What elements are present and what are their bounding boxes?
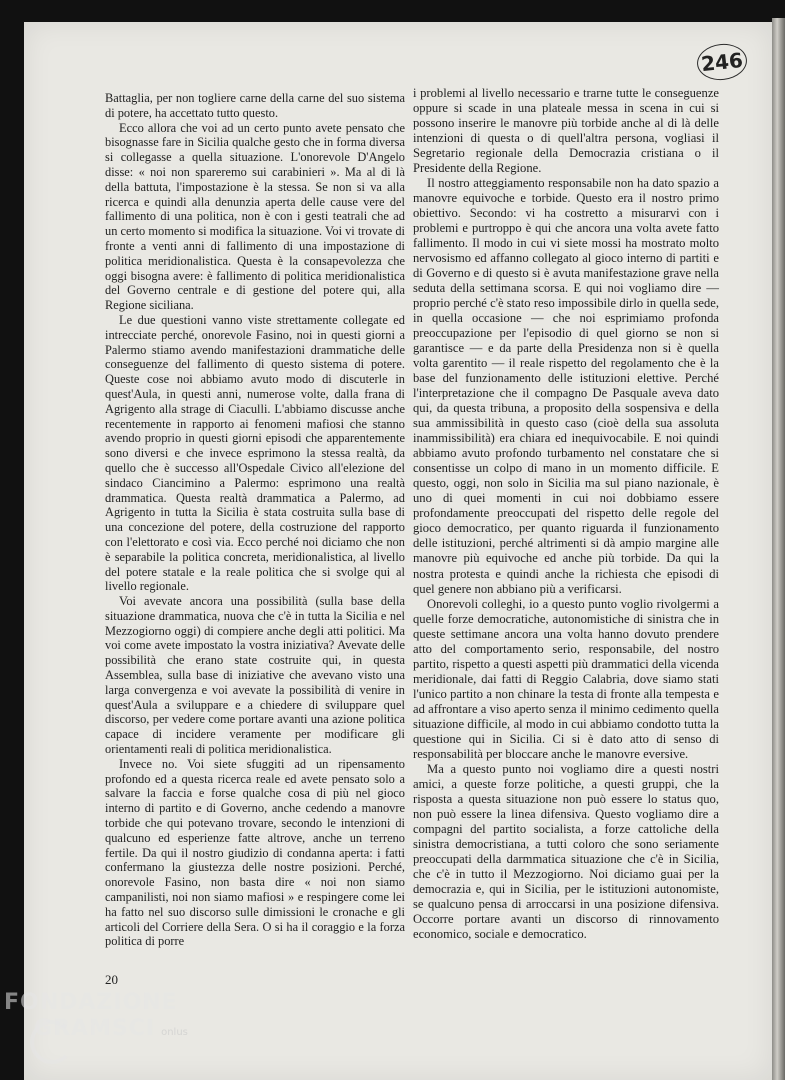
- paragraph: Onorevoli colleghi, io a questo punto voglio rivolgermi a quelle forze democratiche, autonomistiche di sinistra che in queste settimane ancora una volta hanno dovuto prendere atto del comportamento serio, responsabile, del nostro partito, rispetto a questi aspetti più drammatici della vicenda meridionale, dai fatti di Reggio Calabria, dove siamo stati l'unico partito a non chinare la testa di fronte alla tempesta e ad affrontare a viso aperto senza il minimo cedimento quella situazione difficile, al modo in cui abbiamo condotto tutta la questione qui in Sicilia. Ci si è dato atto di senso di responsabilità per bloccare anche le manovre eversive.: [413, 596, 719, 761]
- paragraph: Le due questioni vanno viste strettamente collegate ed intrecciate perché, onorevole Fasino, noi in questi giorni a Palermo stiamo avendo manifestazioni drammatiche delle conseguenze del fallimento di questo sistema di potere. Queste cose noi abbiamo avuto modo di discuterle in quest'Aula, in questi anni, numerose volte, dalla frana di Agrigento alla strage di Ciaculli. L'abbiamo discusse anche recentemente in rapporto ai fenomeni mafiosi che stanno avendo proprio in questi giorni episodi che apparentemente sono diversi e che invece esprimono la stessa realtà, da quello che è successo all'Ospedale Civico all'elezione del sindaco Ciancimino a Palermo: esprimono una realtà drammatica. Questa realtà drammatica a Palermo, ad Agrigento in tutta la Sicilia è stata costruita sulla base di una concezione del potere, della costruzione del rapporto con l'elettorato e così via. Ecco perché noi diciamo che non è separabile la politica concreta, meridionalistica, al livello del potere statale e la reale politica che si svolge qui al livello regionale.: [105, 312, 405, 594]
- paragraph: i problemi al livello necessario e trarne tutte le conseguenze oppure si scade in una plateale messa in scena in cui si possono inserire le manovre più torbide anche al di là delle intenzioni di questa o di quell'altra persona, vogliasi il Segretario regionale della Democrazia cristiana o il Presidente della Regione.: [413, 86, 719, 176]
- left-text-column: [105, 91, 405, 949]
- right-text-column: [413, 86, 719, 942]
- paragraph: Battaglia, per non togliere carne della carne del suo sistema di potere, ha accettato tutto questo.: [105, 91, 405, 120]
- page-number: 20: [105, 972, 118, 987]
- paragraph: Ma a questo punto noi vogliamo dire a questi nostri amici, a queste forze politiche, a questi gruppi, che la risposta a questa situazione non può essere lo status quo, non può essere la linea difensiva. Questo vogliamo dire a compagni del partito socialista, a forze cattoliche della sinistra democristiana, a tutti coloro che sono seriamente preoccupati della darmmatica situazione che c'è in Sicilia, che c'è in tutto il Mezzogiorno. Noi diciamo guai per la democrazia e, qui in Sicilia, per le istituzioni autonomiste, se qualcuno pensa di arroccarsi in una posizione difensiva. Occorre portare avanti un discorso di rinnovamento economico, sociale e democratico.: [413, 761, 719, 941]
- watermark-line2: GRAMSCI: [34, 1016, 156, 1041]
- watermark: [4, 990, 188, 1046]
- watermark-sub: onlus: [161, 1027, 188, 1038]
- paragraph: Invece no. Voi siete sfuggiti ad un ripensamento profondo ed a questa ricerca reale ed avete pensato solo a salvare la faccia e forse qualche cosa di più nel gioco interno di partito e di Governo, anche cedendo a manovre torbide che qui potevano trovare, secondo le intenzioni di qualcuno ed esperienze fatte altrove, anche un terreno fertile. Da qui il nostro giudizio di condanna aperta: i fatti confermano la giustezza delle nostre posizioni. Perché, onorevole Fasino, non basta dire « noi non siamo campanilisti, noi non siamo mafiosi » e respingere come lei ha fatto nel suo discorso sulle dimissioni le cronache e gli articoli del Corriere della Sera. O si ha il coraggio e la forza politica di porre: [105, 756, 405, 949]
- paragraph: Il nostro atteggiamento responsabile non ha dato spazio a manovre equivoche e torbide. Questo era il nostro primo obiettivo. Secondo: vi ha costretto a misurarvi con i problemi e purtroppo è qui che ancora una volta avete fatto fallimento. Il modo in cui vi siete mossi ha mostrato molto nervosismo ed affanno collegato al gioco interno di partiti e di Governo e di questo si è avuta manifestazione grave nella seduta della settimana scorsa. E qui noi vogliamo dire — proprio perché c'è stato reso impossibile dirlo in quella sede, in quella occasione — che noi esprimiamo profonda preoccupazione per l'episodio di quel giorno se non si garantisce — e da parte della Presidenza non si è quella volta garentito — il reale rispetto del regolamento che è la base del funzionamento delle istituzioni elettive. Perché l'interpretazione che il compagno De Pasquale aveva dato qui, da questa tribuna, a proposito della sospensiva e della sua ammissibilità in questo caso (cioè della sua assoluta inammissibilità) era chiara ed inequivocabile. E noi quindi abbiamo avuto profondo turbamento nel constatare che si consentisse un colpo di mano in un momento difficile. E questo, oggi, non solo in Sicilia ma sul piano nazionale, è uno di quei momenti in cui noi dobbiamo essere profondamente preoccupati del rispetto delle regole del gioco democratico, per quanto riguarda il funzionamento delle istituzioni, perché altrimenti si dà ampio margine alle manovre più equivoche ed anche più torbide. Da qui la nostra protesta e quindi anche la richiesta che episodi di quel genere non abbiano più a verificarsi.: [413, 176, 719, 596]
- paragraph: Ecco allora che voi ad un certo punto avete pensato che bisognasse fare in Sicilia qualche gesto che in forma diversa si collegasse a quella situazione. L'onorevole D'Angelo disse: « noi non spareremo sui carabinieri ». Ma al di là della battuta, l'impostazione è la stessa. Se non si va alla ricerca e quindi alla denunzia aperta delle cause vere del fallimento di una politica, non è con i gesti teatrali che ad un certo momento si modifica la situazione. Voi vi trovate di fronte a venti anni di fallimento di una impostazione di politica meridionalistica. Questa è la consapevolezza che oggi bisogna avere: è fallimento di politica meridionalistica del Governo centrale e di gestione del potere qui, alla Regione siciliana.: [105, 120, 405, 313]
- archive-stamp: 246: [695, 41, 748, 82]
- watermark-line1: FONDAZIONE: [4, 990, 178, 1015]
- paragraph: Voi avevate ancora una possibilità (sulla base della situazione drammatica, nuova che c'è in tutta la Sicilia e nel Mezzogiorno oggi) di compiere anche degli atti politici. Ma voi come avete impostato la vostra iniziativa? Avevate delle possibilità che erano state costruite qui, in questa Assemblea, sulla base di iniziative che avevano visto una larga convergenza e voi avevate la possibilità di venire in quest'Aula a sviluppare e a chiedere di sviluppare quel discorso, per vedere come portare avanti una azione politica capace di incidere veramente per modificare gli orientamenti reali di politica meridionalistica.: [105, 594, 405, 757]
- page-edge: [772, 18, 785, 1080]
